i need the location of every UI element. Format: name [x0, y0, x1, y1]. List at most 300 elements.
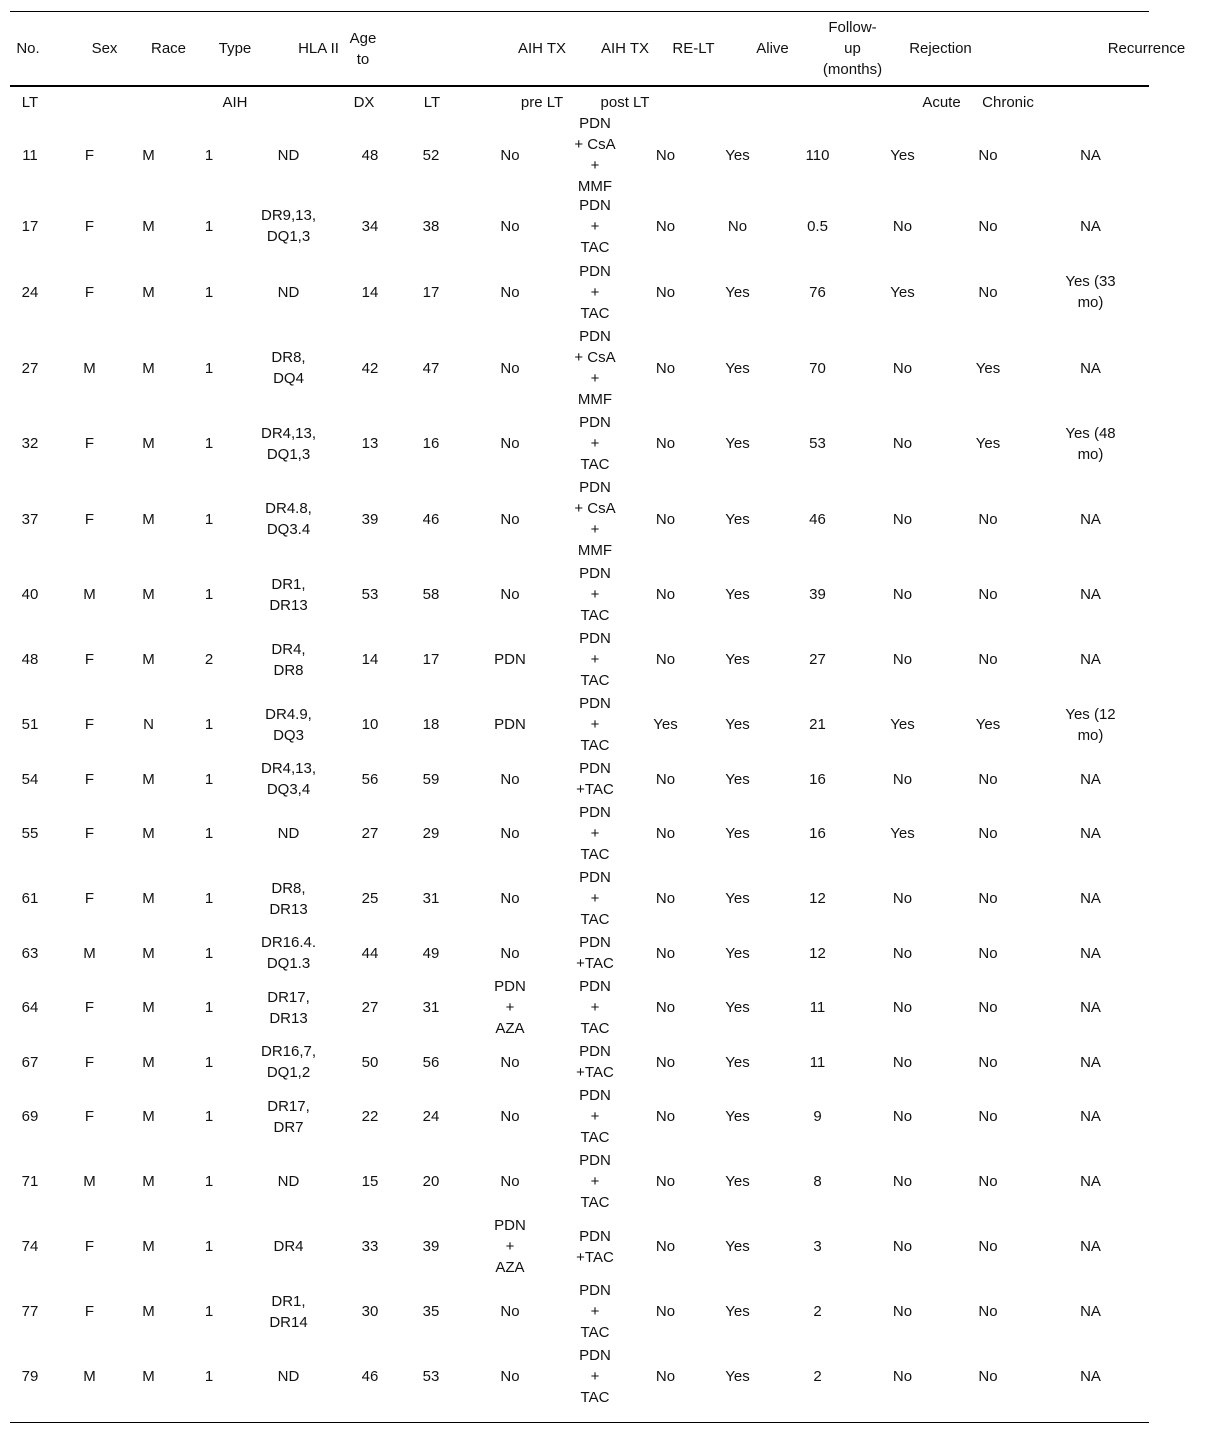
cell-sex: F: [84, 1303, 95, 1320]
header-row-1: [10, 12, 1186, 85]
cell-race: M: [142, 435, 155, 452]
table-row: [10, 325, 1149, 411]
cell-race: M: [142, 1053, 155, 1071]
cell-age-dx: 22: [361, 1108, 379, 1125]
subheader-dx: DX: [353, 93, 375, 111]
cell-race: M: [142, 1368, 155, 1385]
cell-recurrence: NA: [1080, 510, 1101, 528]
cell-aih-tx-pre: PDN: [494, 651, 526, 668]
cell-re-lt: No: [655, 770, 676, 788]
table-row: [10, 1214, 1149, 1279]
cell-re-lt: No: [655, 825, 676, 842]
cell-no: 32: [21, 435, 39, 452]
cell-sex: F: [84, 1053, 95, 1071]
cell-no: 55: [21, 825, 39, 842]
cell-rejection-chronic: Yes: [975, 435, 1001, 452]
cell-sex: F: [84, 999, 95, 1016]
cell-race: M: [142, 825, 155, 842]
table-row: [10, 866, 1149, 931]
cell-no: 61: [21, 890, 39, 907]
table-row: [10, 757, 1149, 801]
cell-aih-tx-pre: No: [500, 1303, 520, 1320]
cell-no: 54: [21, 770, 39, 788]
cell-alive: Yes: [725, 146, 750, 164]
cell-follow-up: 53: [809, 435, 826, 452]
cell-re-lt: No: [655, 1053, 676, 1071]
cell-recurrence: NA: [1080, 944, 1101, 962]
cell-sex: M: [83, 1173, 96, 1190]
cell-aih-tx-post: PDN + TAC: [579, 414, 611, 473]
cell-alive: Yes: [725, 1053, 750, 1071]
cell-race: M: [142, 1238, 155, 1255]
cell-age-dx: 48: [361, 146, 379, 164]
cell-recurrence: NA: [1080, 1053, 1101, 1071]
header-recurrence: Recurrence: [1107, 40, 1186, 57]
cell-type: 1: [204, 586, 214, 603]
header-type: Type: [218, 40, 252, 57]
cell-re-lt: No: [655, 1173, 676, 1190]
cell-age-lt: 17: [422, 283, 440, 301]
subheader-pre-lt: pre LT: [520, 93, 564, 111]
table-row: [10, 1279, 1149, 1344]
header-alive: Alive: [756, 40, 789, 57]
cell-aih-tx-pre: No: [500, 1368, 520, 1385]
subheader-acute: Acute: [922, 93, 961, 111]
cell-rejection-chronic: No: [978, 999, 998, 1016]
cell-re-lt: No: [655, 217, 676, 235]
cell-age-dx: 15: [361, 1173, 379, 1190]
cell-age-dx: 33: [361, 1238, 379, 1255]
cell-follow-up: 16: [809, 825, 826, 842]
cell-race: M: [142, 359, 155, 377]
cell-alive: Yes: [725, 1173, 750, 1190]
cell-age-dx: 46: [361, 1368, 379, 1385]
cell-type: 1: [204, 1173, 214, 1190]
table-row: [10, 259, 1149, 325]
cell-hla: DR1, DR13: [269, 575, 308, 614]
cell-no: 79: [21, 1368, 39, 1385]
cell-age-dx: 25: [361, 890, 379, 907]
cell-sex: F: [84, 435, 95, 452]
cell-follow-up: 9: [813, 1108, 822, 1125]
cell-rejection-acute: No: [892, 1238, 913, 1255]
cell-type: 1: [204, 1108, 214, 1125]
cell-alive: Yes: [725, 435, 750, 452]
cell-alive: Yes: [725, 770, 750, 788]
cell-type: 1: [204, 283, 214, 301]
table-row: [10, 931, 1149, 975]
cell-race: M: [142, 944, 155, 962]
cell-recurrence: NA: [1080, 651, 1101, 668]
cell-no: 64: [21, 999, 39, 1016]
subheader-post-lt: post LT: [600, 93, 650, 111]
cell-no: 24: [21, 283, 39, 301]
cell-race: M: [142, 1108, 155, 1125]
cell-race: M: [142, 890, 155, 907]
subheader-blank-race: [101, 87, 176, 117]
cell-rejection-chronic: No: [978, 1173, 998, 1190]
cell-follow-up: 3: [813, 1238, 822, 1255]
cell-aih-tx-pre: No: [500, 435, 520, 452]
cell-age-dx: 10: [361, 716, 379, 733]
cell-hla: ND: [277, 1173, 300, 1190]
cell-aih-tx-post: PDN + TAC: [579, 262, 611, 322]
cell-aih-tx-post: PDN + CsA + MMF: [574, 328, 616, 408]
cell-aih-tx-post: PDN +TAC: [576, 934, 614, 972]
header-age: Age to: [349, 29, 377, 68]
cell-type: 1: [204, 146, 214, 164]
cell-aih-tx-pre: No: [500, 510, 520, 528]
cell-type: 1: [204, 510, 214, 528]
cell-follow-up: 12: [809, 890, 826, 907]
cell-re-lt: No: [655, 1303, 676, 1320]
cell-sex: F: [84, 890, 95, 907]
cell-re-lt: No: [655, 1238, 676, 1255]
cell-hla: DR4: [273, 1238, 304, 1255]
cell-sex: M: [83, 586, 96, 603]
cell-hla: DR4, DR8: [271, 640, 306, 679]
cell-alive: Yes: [725, 651, 750, 668]
cell-alive: Yes: [725, 825, 750, 842]
cell-age-dx: 39: [361, 510, 379, 528]
cell-hla: DR17, DR13: [267, 988, 310, 1027]
cell-rejection-acute: No: [892, 890, 913, 907]
cell-type: 1: [204, 359, 214, 377]
cell-aih-tx-post: PDN +TAC: [576, 760, 614, 798]
cell-re-lt: Yes: [653, 716, 678, 733]
cell-recurrence: NA: [1080, 770, 1101, 788]
cell-rejection-chronic: No: [978, 217, 998, 235]
cell-rejection-chronic: No: [978, 1108, 998, 1125]
cell-rejection-chronic: No: [978, 283, 998, 301]
cell-follow-up: 46: [809, 510, 826, 528]
cell-no: 67: [21, 1053, 39, 1071]
cell-age-lt: 46: [422, 510, 440, 528]
cell-race: M: [142, 146, 155, 164]
cell-recurrence: Yes (12 mo): [1065, 705, 1116, 744]
cell-rejection-acute: No: [892, 217, 913, 235]
cell-race: M: [142, 770, 155, 788]
cell-rejection-chronic: Yes: [975, 716, 1001, 733]
cell-re-lt: No: [655, 1108, 676, 1125]
cell-no: 17: [21, 217, 39, 235]
header-no: No.: [16, 40, 40, 57]
table-row: [10, 117, 1149, 193]
cell-recurrence: NA: [1080, 217, 1101, 235]
table-row: [10, 1084, 1149, 1149]
cell-rejection-chronic: No: [978, 890, 998, 907]
cell-sex: F: [84, 651, 95, 668]
cell-hla: DR8, DR13: [269, 879, 308, 918]
cell-aih-tx-post: PDN + TAC: [579, 565, 611, 624]
cell-age-lt: 39: [422, 1238, 440, 1255]
cell-rejection-chronic: No: [978, 586, 998, 603]
cell-no: 27: [21, 359, 39, 377]
cell-age-lt: 18: [422, 716, 440, 733]
cell-hla: DR4.8, DQ3.4: [265, 500, 312, 538]
cell-type: 1: [204, 1053, 214, 1071]
cell-recurrence: NA: [1080, 890, 1101, 907]
cell-rejection-acute: No: [892, 1053, 913, 1071]
cell-re-lt: No: [655, 359, 676, 377]
cell-aih-tx-pre: No: [500, 944, 520, 962]
cell-hla: DR9,13, DQ1,3: [260, 207, 317, 245]
cell-alive: Yes: [725, 1368, 750, 1385]
cell-aih-tx-post: PDN + TAC: [579, 695, 611, 754]
subheader-blank-hla: [221, 87, 336, 117]
cell-rejection-acute: No: [892, 359, 913, 377]
cell-recurrence: Yes (33 mo): [1065, 273, 1116, 311]
header-rejection-blank: [943, 12, 1053, 85]
cell-no: 71: [21, 1173, 39, 1190]
cell-rejection-chronic: No: [978, 1368, 998, 1385]
cell-rejection-acute: No: [892, 1368, 913, 1385]
cell-alive: Yes: [725, 944, 750, 962]
cell-rejection-chronic: No: [978, 146, 998, 164]
cell-race: M: [142, 651, 155, 668]
cell-alive: Yes: [725, 1108, 750, 1125]
cell-aih-tx-post: PDN +TAC: [576, 1043, 614, 1081]
header-aih-tx-pre: AIH TX: [517, 40, 567, 57]
subheader-lt-age: LT: [423, 93, 441, 111]
cell-type: 1: [204, 944, 214, 962]
cell-race: M: [142, 217, 155, 235]
cell-age-lt: 53: [422, 1368, 440, 1385]
cell-race: M: [142, 586, 155, 603]
cell-race: M: [142, 1303, 155, 1320]
cell-aih-tx-post: PDN + TAC: [579, 1152, 611, 1211]
cell-type: 1: [204, 217, 214, 235]
cell-age-lt: 49: [422, 944, 440, 962]
cell-follow-up: 0.5: [807, 217, 828, 235]
cell-rejection-chronic: No: [978, 510, 998, 528]
cell-race: M: [142, 510, 155, 528]
cell-aih-tx-pre: No: [500, 146, 520, 164]
cell-follow-up: 21: [809, 716, 826, 733]
header-race: Race: [150, 40, 187, 57]
cell-hla: DR1, DR14: [269, 1292, 308, 1331]
cell-age-lt: 24: [422, 1108, 440, 1125]
subheader-blank-follow: [755, 87, 860, 117]
cell-type: 1: [204, 999, 214, 1016]
cell-age-lt: 16: [422, 435, 440, 452]
cell-sex: F: [84, 716, 95, 733]
cell-aih-tx-post: PDN +TAC: [576, 1227, 614, 1266]
cell-follow-up: 2: [813, 1368, 822, 1385]
cell-sex: F: [84, 1108, 95, 1125]
cell-aih-tx-pre: No: [500, 217, 520, 235]
cell-follow-up: 39: [809, 586, 826, 603]
cell-aih-tx-post: PDN + TAC: [579, 804, 611, 863]
cell-age-dx: 14: [361, 283, 379, 301]
cell-aih-tx-pre: No: [500, 359, 520, 377]
cell-aih-tx-post: PDN + TAC: [579, 196, 611, 256]
cell-type: 1: [204, 1303, 214, 1320]
cell-type: 1: [204, 825, 214, 842]
cell-re-lt: No: [655, 651, 676, 668]
cell-age-dx: 53: [361, 586, 379, 603]
table-row: [10, 476, 1149, 562]
cell-hla: DR16,7, DQ1,2: [260, 1043, 317, 1081]
table-row: [10, 692, 1149, 757]
cell-rejection-acute: No: [892, 586, 913, 603]
cell-sex: F: [84, 825, 95, 842]
cell-follow-up: 11: [809, 1053, 826, 1071]
cell-sex: F: [84, 217, 95, 235]
cell-follow-up: 8: [813, 1173, 822, 1190]
cell-rejection-acute: No: [892, 770, 913, 788]
cell-hla: DR4.9, DQ3: [265, 705, 312, 744]
cell-age-lt: 59: [422, 770, 440, 788]
cell-age-lt: 38: [422, 217, 440, 235]
cell-age-lt: 58: [422, 586, 440, 603]
cell-rejection-acute: No: [892, 510, 913, 528]
cell-age-lt: 29: [422, 825, 440, 842]
cell-alive: Yes: [725, 283, 750, 301]
cell-age-dx: 27: [361, 825, 379, 842]
table-row: [10, 1344, 1149, 1409]
cell-aih-tx-pre: No: [500, 890, 520, 907]
cell-follow-up: 70: [809, 359, 826, 377]
cell-follow-up: 76: [809, 283, 826, 301]
cell-sex: F: [84, 770, 95, 788]
header-aih-tx-post: AIH TX: [600, 40, 650, 57]
cell-rejection-acute: No: [892, 1173, 913, 1190]
cell-type: 1: [204, 1368, 214, 1385]
cell-aih-tx-post: PDN + CsA + MMF: [574, 479, 616, 559]
cell-recurrence: Yes (48 mo): [1065, 424, 1116, 463]
cell-rejection-chronic: No: [978, 1238, 998, 1255]
cell-type: 2: [204, 651, 214, 668]
cell-sex: M: [83, 1368, 96, 1385]
cell-rejection-chronic: No: [978, 1303, 998, 1320]
cell-race: M: [142, 283, 155, 301]
cell-hla: ND: [277, 1368, 300, 1385]
cell-age-dx: 56: [361, 770, 379, 788]
cell-re-lt: No: [655, 1368, 676, 1385]
cell-hla: ND: [277, 825, 300, 842]
table-row: [10, 801, 1149, 866]
header-rejection: Rejection: [909, 40, 972, 57]
table-row: [10, 975, 1149, 1040]
cell-recurrence: NA: [1080, 1108, 1101, 1125]
cell-aih-tx-post: PDN + TAC: [579, 869, 611, 928]
cell-type: 1: [204, 716, 214, 733]
cell-rejection-acute: No: [892, 1108, 913, 1125]
cell-age-dx: 14: [361, 651, 379, 668]
cell-age-lt: 31: [422, 890, 440, 907]
cell-age-dx: 44: [361, 944, 379, 962]
cell-rejection-chronic: No: [978, 1053, 998, 1071]
cell-aih-tx-pre: No: [500, 770, 520, 788]
cell-race: M: [142, 1173, 155, 1190]
table-row: [10, 1040, 1149, 1084]
cell-type: 1: [204, 1238, 214, 1255]
cell-aih-tx-post: PDN + CsA + MMF: [574, 115, 616, 195]
cell-aih-tx-pre: No: [500, 586, 520, 603]
cell-alive: Yes: [725, 1303, 750, 1320]
cell-follow-up: 11: [809, 999, 826, 1016]
cell-aih-tx-post: PDN + TAC: [579, 1347, 611, 1406]
subheader-lt: LT: [21, 93, 39, 111]
cell-age-dx: 50: [361, 1053, 379, 1071]
cell-type: 1: [204, 890, 214, 907]
cell-follow-up: 16: [809, 770, 826, 788]
cell-rejection-acute: Yes: [890, 146, 915, 164]
cell-recurrence: NA: [1080, 586, 1101, 603]
cell-rejection-acute: Yes: [890, 716, 915, 733]
cell-alive: Yes: [725, 1238, 750, 1255]
cell-age-lt: 47: [422, 359, 440, 377]
cell-alive: Yes: [725, 999, 750, 1016]
cell-race: M: [142, 999, 155, 1016]
cell-no: 74: [21, 1238, 39, 1255]
cell-aih-tx-pre: No: [500, 283, 520, 301]
cell-sex: F: [84, 146, 95, 164]
cell-sex: M: [83, 944, 96, 962]
cell-hla: DR8, DQ4: [271, 349, 306, 387]
cell-hla: ND: [277, 146, 300, 164]
cell-rejection-acute: No: [892, 651, 913, 668]
cell-re-lt: No: [655, 283, 676, 301]
cell-aih-tx-pre: No: [500, 1173, 520, 1190]
cell-aih-tx-pre: No: [500, 1108, 520, 1125]
cell-hla: DR17, DR7: [267, 1097, 310, 1136]
cell-aih-tx-pre: No: [500, 825, 520, 842]
cell-follow-up: 27: [809, 651, 826, 668]
cell-recurrence: NA: [1080, 999, 1101, 1016]
cell-alive: Yes: [725, 716, 750, 733]
cell-aih-tx-pre: No: [500, 1053, 520, 1071]
subheader-aih: AIH: [222, 93, 248, 111]
cell-alive: Yes: [725, 510, 750, 528]
cell-re-lt: No: [655, 510, 676, 528]
cell-re-lt: No: [655, 435, 676, 452]
cell-age-dx: 27: [361, 999, 379, 1016]
cell-age-lt: 20: [422, 1173, 440, 1190]
cell-no: 37: [21, 510, 39, 528]
cell-aih-tx-post: PDN + TAC: [579, 1087, 611, 1146]
cell-alive: Yes: [725, 586, 750, 603]
cell-re-lt: No: [655, 890, 676, 907]
cell-aih-tx-pre: PDN + AZA: [494, 978, 526, 1037]
cell-no: 11: [22, 146, 38, 164]
cell-no: 51: [21, 716, 39, 733]
cell-hla: DR4,13, DQ3,4: [260, 760, 317, 798]
cell-rejection-chronic: No: [978, 770, 998, 788]
cell-recurrence: NA: [1080, 1173, 1101, 1190]
cell-re-lt: No: [655, 999, 676, 1016]
table-bottom-rule: [10, 1422, 1149, 1423]
cell-no: 40: [21, 586, 39, 603]
cell-alive: No: [727, 217, 748, 235]
cell-no: 69: [21, 1108, 39, 1125]
cell-age-lt: 35: [422, 1303, 440, 1320]
cell-recurrence: NA: [1080, 146, 1101, 164]
subheader-chronic: Chronic: [982, 93, 1034, 111]
header-hla: HLA II: [298, 40, 339, 57]
cell-type: 1: [204, 435, 214, 452]
cell-alive: Yes: [725, 359, 750, 377]
cell-age-dx: 42: [361, 359, 379, 377]
header-sex: Sex: [91, 40, 118, 57]
cell-sex: F: [84, 283, 95, 301]
cell-alive: Yes: [725, 890, 750, 907]
cell-aih-tx-post: PDN + TAC: [579, 630, 611, 689]
cell-rejection-acute: No: [892, 1303, 913, 1320]
cell-rejection-acute: Yes: [890, 825, 915, 842]
cell-sex: M: [83, 359, 96, 377]
